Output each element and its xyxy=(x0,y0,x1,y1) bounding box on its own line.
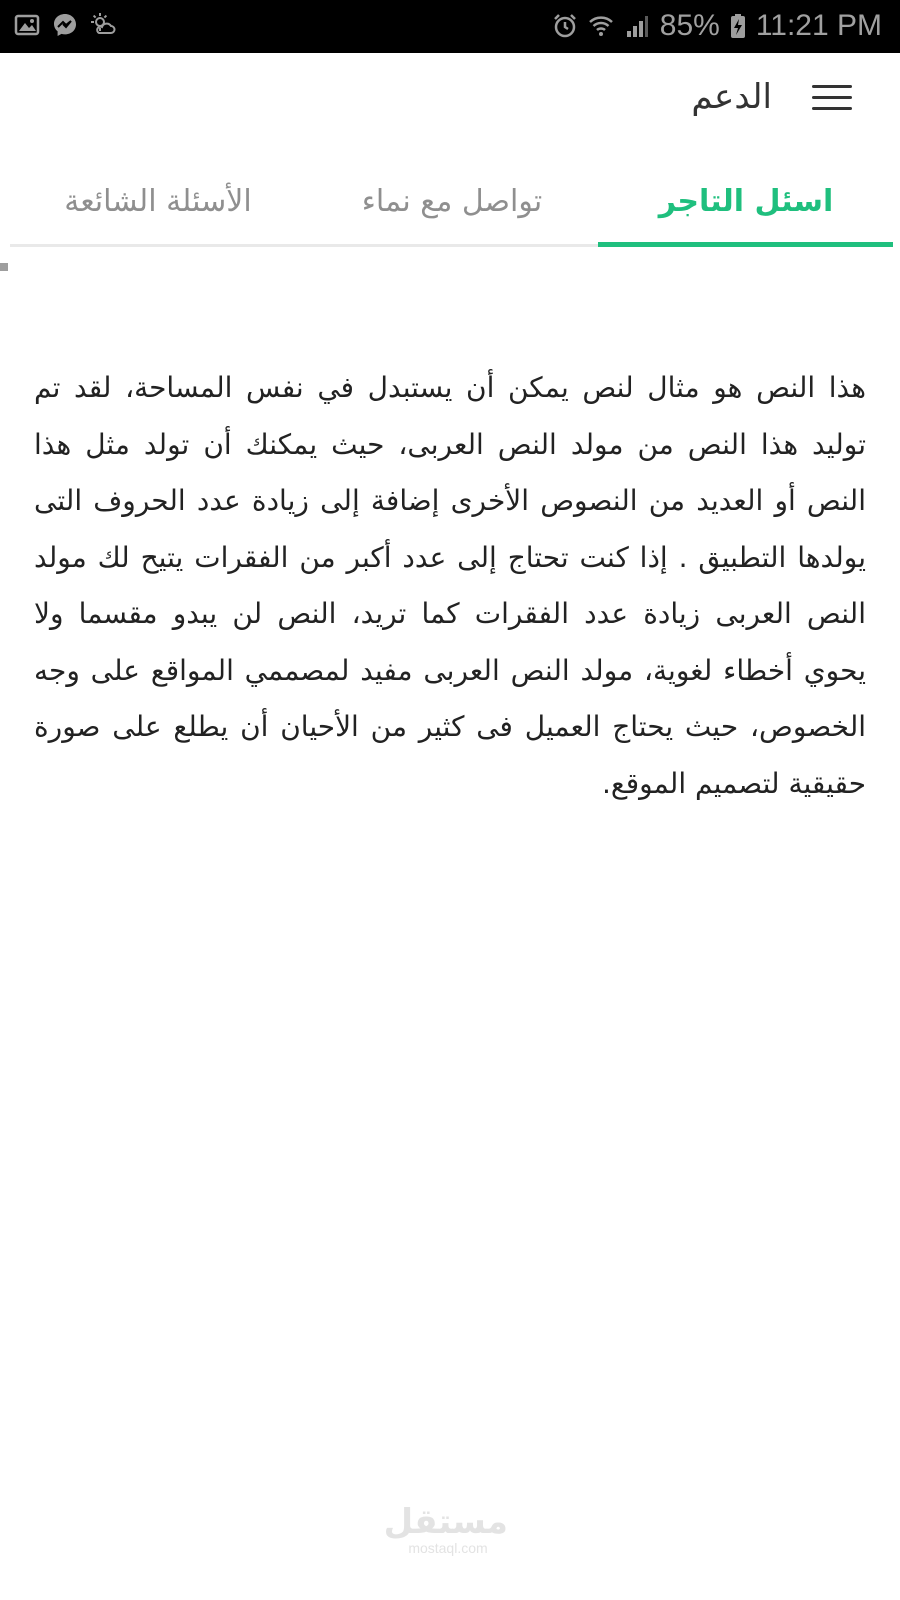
wifi-icon xyxy=(588,13,614,39)
scroll-indicator xyxy=(0,263,8,271)
tab-bar xyxy=(10,160,893,248)
weather-icon xyxy=(90,12,116,38)
battery-charging-icon xyxy=(730,13,746,39)
active-tab-indicator xyxy=(598,242,893,247)
content-paragraph: هذا النص هو مثال لنص يمكن أن يستبدل في نفس المساحة، لقد تم توليد هذا النص من مولد النص العربى، حيث يمكنك أن تولد مثل هذا النص أو العديد من النصوص الأخرى إضافة إلى زيادة عدد الحروف التى يولدها التطبيق . إذا كنت تحتاج إلى عدد أكبر من الفقرات يتيح لك مولد النص العربى زيادة عدد الفقرات كما تريد، النص لن يبدو مقسما ولا يحوي أخطاء لغوية، مولد النص العربى مفيد لمصممي المواقع على وجه الخصوص، حيث يحتاج العميل فى كثير من الأحيان أن يطلع على صورة حقيقية لتصميم الموقع. xyxy=(34,371,866,800)
signal-icon xyxy=(624,13,650,39)
status-notifications xyxy=(14,12,116,38)
tab-ask-merchant[interactable]: اسئل التاجر xyxy=(658,184,834,219)
status-system xyxy=(552,8,882,44)
menu-icon[interactable] xyxy=(812,83,852,113)
status-bar xyxy=(0,0,900,53)
watermark-arabic: مستقل xyxy=(383,1502,508,1542)
page-title: الدعم xyxy=(691,77,772,117)
image-icon xyxy=(14,12,40,38)
battery-percentage: 85% xyxy=(659,9,720,42)
watermark-latin: mostaql.com xyxy=(408,1540,488,1556)
alarm-icon xyxy=(552,13,578,39)
messenger-icon xyxy=(52,12,78,38)
tab-faq[interactable]: الأسئلة الشائعة xyxy=(64,184,252,219)
clock: 11:21 PM xyxy=(755,9,882,42)
app-bar xyxy=(0,53,900,143)
mostaql-watermark xyxy=(383,1502,508,1556)
tab-contact-namaa[interactable]: تواصل مع نماء xyxy=(361,184,543,219)
